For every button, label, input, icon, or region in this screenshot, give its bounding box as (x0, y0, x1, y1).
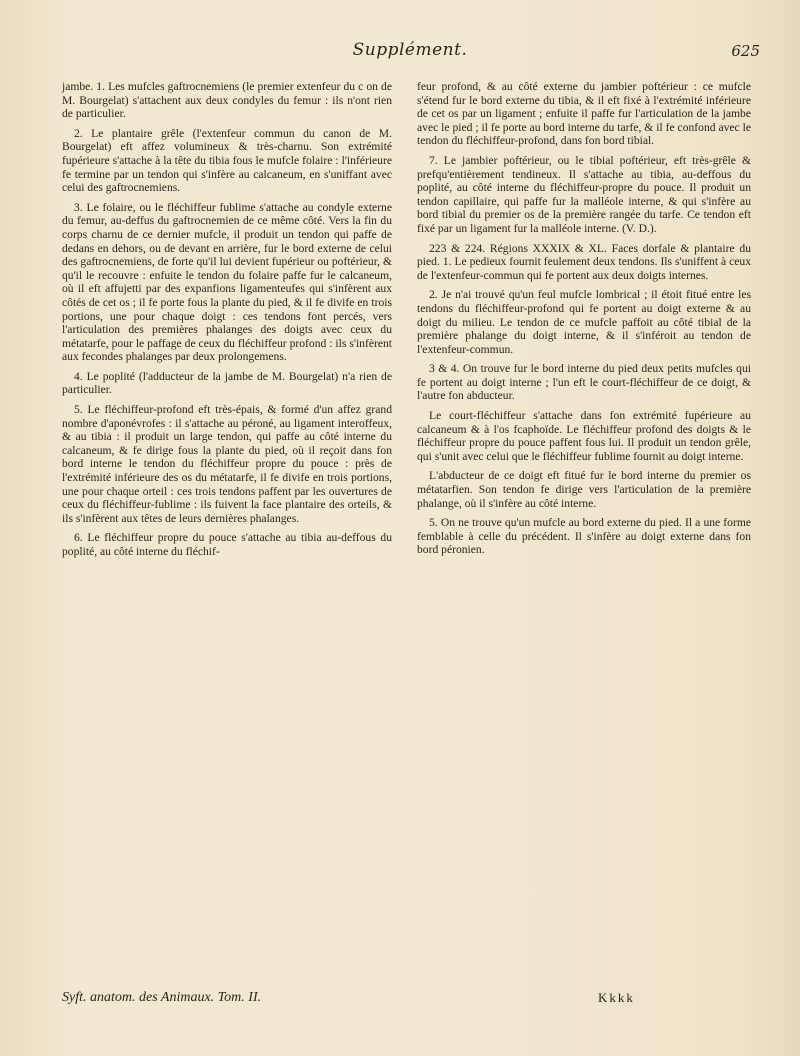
paragraph: 7. Le jambier poftérieur, ou le tibial poftérieur, eft très-grêle & prefqu'entièrement tendineux. Il s'attache au tibia, au-deffous du poplité, au côté interne du fléchiffeur-propre du pouce. Il produit un tendon capillaire, qui paffe fur la malléole interne, & qui s'infère au bord tibial du premier os de la première rangée du tarfe. Ce tendon eft fixé par un ligament fur la malléole interne. (V. D.). (417, 153, 751, 235)
paragraph: Le court-fléchiffeur s'attache dans fon extrémité fupérieure au calcaneum & à l'os fcaphoïde. Le fléchiffeur profond des doigts & le fléchiffeur propre du pouce paffent fous lui. Il produit un tendon grêle, qui s'unit avec celui que le fléchiffeur fublime fournit au doigt interne. (417, 409, 751, 463)
paragraph: 5. On ne trouve qu'un mufcle au bord externe du pied. Il a une forme femblable à celle du précédent. Il s'infère au doigt externe dans fon bord péronien. (417, 516, 751, 557)
page-footer (62, 990, 750, 1012)
paragraph: feur profond, & au côté externe du jambier poftérieur : ce mufcle s'étend fur le bord externe du tibia, & il eft fixé à l'extrémité inférieure de cet os par un ligament ; enfuite il paffe fur l'articulation de la jambe avec le pied ; il fe porte au bord interne du tarfe, & il fe confond avec le tendon du fléchiffeur-profond, dans fon bord tibial. (417, 80, 751, 148)
paragraph: 3 & 4. On trouve fur le bord interne du pied deux petits mufcles qui fe portent au doigt interne ; l'un eft le court-fléchiffeur de ce doigt, & l'autre fon abducteur. (417, 362, 751, 403)
section-paragraph: 223 & 224. Régions XXXIX & XL. Faces dorfale & plantaire du pied. 1. Le pedieux fournit feulement deux tendons. Ils s'uniffent à ceux de l'extenfeur-commun qui fe portent aux deux doigts internes. (417, 241, 751, 282)
right-column (417, 80, 751, 563)
paragraph: L'abducteur de ce doigt eft fitué fur le bord interne du premier os métatarfien. Son tendon fe dirige vers l'articulation de la première phalange, où il s'infère au côté interne. (417, 469, 751, 510)
paragraph: 2. Je n'ai trouvé qu'un feul mufcle lombrical ; il étoit fitué entre les tendons du fléchiffeur-profond qui fe portent au doigt externe & au doigt du milieu. Le tendon de ce mufcle paffoit au côté tibial de la première phalange du doigt interne, & il s'inféroit au tendon de l'extenfeur-commun. (417, 288, 751, 356)
left-column (62, 80, 392, 565)
page-header (60, 40, 760, 66)
paragraph: 6. Le fléchiffeur propre du pouce s'attache au tibia au-deffous du poplité, au côté interne du fléchif- (62, 531, 392, 558)
signature-mark: Kkkk (598, 990, 635, 1005)
paragraph: 5. Le fléchiffeur-profond eft très-épais, & formé d'un affez grand nombre d'aponévrofes : il s'attache au péroné, au ligament interoffeux, & au tibia : il produit un large tendon, qui paffe au côté interne du calcaneum, & fe dirige fous la plante du pied, où il reçoit dans fon bord interne le tendon du fléchiffeur propre du pouce : près de l'extrémité inférieure des os du métatarfe, il fe divife en trois portions, une pour chaque orteil : ces trois tendons paffent par les ouvertures de ceux du fléchiffeur-fublime : ils fuivent la face plantaire des orteils, & ils s'infèrent aux têtes de leurs dernières phalanges. (62, 403, 392, 525)
footer-reference: Syft. anatom. des Animaux. Tom. II. (62, 990, 262, 1005)
paragraph: 4. Le poplité (l'adducteur de la jambe de M. Bourgelat) n'a rien de particulier. (62, 369, 392, 397)
paragraph: 3. Le folaire, ou le fléchiffeur fublime s'attache au condyle externe du femur, au-deffus du gaftrocnemien de ce même côté. Vers la fin du corps charnu de ce dernier mufcle, il produit un tendon qui paffe de dedans en dehors, ou de devant en arrière, fur le bord externe de celui des gaftrocnemiens, de forte qu'il lui devient fupérieur ou poftérieur, & qu'il le recouvre : enfuite le tendon du folaire paffe fur le calcaneum, où il eft affujetti par des expanfions ligamenteufes qui s'infèrent aux côtés de cet os ; il fe porte fous la plante du pied, & il fe divife en trois portions, une pour chaque doigt : ces tendons font percés, vers l'articulation des premières phalanges des doigts avec ceux du métatarfe, pour le paffage de ceux du fléchiffeur profond : ils s'infèrent aux fecondes phalanges par deux prolongemens. (62, 200, 392, 364)
running-title: Supplément. (352, 40, 468, 60)
paragraph: jambe. 1. Les mufcles gaftrocnemiens (le premier extenfeur du c on de M. Bourgelat) s'attachent aux deux condyles du femur : ils n'ont rien de particulier. (62, 80, 392, 121)
paragraph: 2. Le plantaire grêle (l'extenfeur commun du canon de M. Bourgelat) eft affez volumineux & très-charnu. Son extrémité fupérieure s'attache à la tête du tibia fous le mufcle folaire : l'inférieure fe termine par un tendon qui s'infère au calcaneum, en s'uniffant avec celui des gaftrocnemiens. (62, 126, 392, 195)
page-number: 625 (731, 42, 760, 60)
